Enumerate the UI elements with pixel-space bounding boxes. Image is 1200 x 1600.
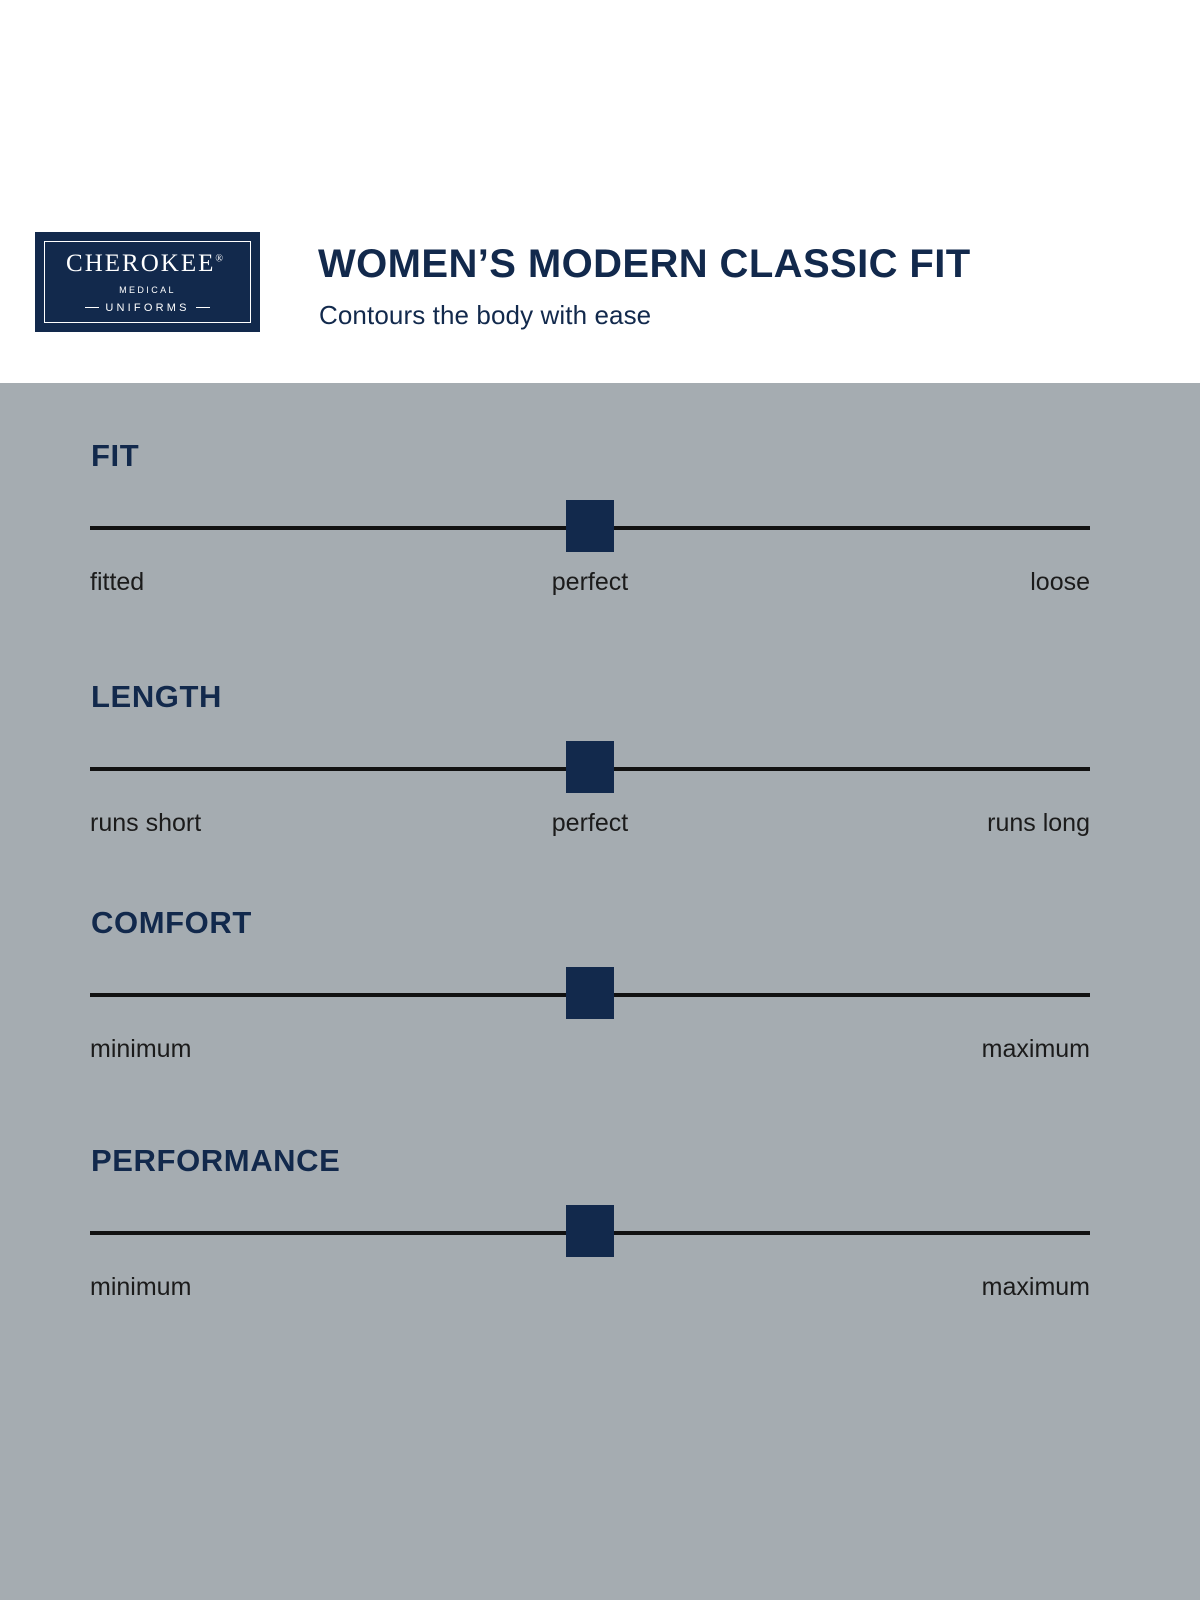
scale-endpoint-right-comfort: maximum xyxy=(981,1035,1090,1063)
logo-inner-border xyxy=(44,241,251,323)
scale-endpoint-right-performance: maximum xyxy=(981,1273,1090,1301)
logo-rule-right-icon xyxy=(196,307,210,308)
scale-endpoints-length xyxy=(90,809,1090,845)
header xyxy=(0,0,1200,388)
scale-label-performance: PERFORMANCE xyxy=(91,1143,341,1178)
logo-brand-text xyxy=(66,251,229,276)
scale-endpoints-comfort xyxy=(90,1035,1090,1071)
scale-marker-performance[interactable] xyxy=(566,1205,614,1257)
scale-endpoint-right-fit: loose xyxy=(1030,568,1090,596)
scale-marker-comfort[interactable] xyxy=(566,967,614,1019)
logo-uniforms-word: UNIFORMS xyxy=(105,301,190,314)
logo-subtitle-medical: MEDICAL xyxy=(119,284,176,295)
scale-label-comfort: COMFORT xyxy=(91,905,252,940)
scale-endpoint-left-comfort: minimum xyxy=(90,1035,192,1063)
scale-label-length: LENGTH xyxy=(91,679,223,714)
page-subtitle: Contours the body with ease xyxy=(319,300,652,330)
scale-track-comfort[interactable] xyxy=(90,967,1090,1023)
scale-endpoint-center-fit: perfect xyxy=(551,568,629,596)
scale-endpoints-fit xyxy=(90,568,1090,604)
cherokee-logo xyxy=(35,232,260,332)
scale-endpoint-left-length: runs short xyxy=(90,809,202,837)
scale-length xyxy=(90,679,1090,845)
scale-label-fit: FIT xyxy=(91,438,140,473)
page-title: WOMEN’S MODERN CLASSIC FIT xyxy=(318,242,971,286)
logo-rule-left-icon xyxy=(85,307,99,308)
scale-endpoints-performance xyxy=(90,1273,1090,1309)
scale-comfort xyxy=(90,905,1090,1071)
scale-endpoint-right-length: runs long xyxy=(987,809,1090,837)
scale-track-length[interactable] xyxy=(90,741,1090,797)
scale-fit xyxy=(90,438,1090,604)
scale-track-fit[interactable] xyxy=(90,500,1090,556)
logo-subtitle-uniforms xyxy=(79,302,215,314)
scale-track-performance[interactable] xyxy=(90,1205,1090,1261)
logo-brand-word: CHEROKEE xyxy=(66,249,216,277)
scale-endpoint-center-length: perfect xyxy=(551,809,629,837)
scale-performance xyxy=(90,1143,1090,1309)
scale-endpoint-left-performance: minimum xyxy=(90,1273,192,1301)
trademark-icon: ® xyxy=(215,253,225,265)
scales-panel xyxy=(0,383,1200,1600)
scale-marker-length[interactable] xyxy=(566,741,614,793)
scale-endpoint-left-fit: fitted xyxy=(90,568,145,596)
scale-marker-fit[interactable] xyxy=(566,500,614,552)
